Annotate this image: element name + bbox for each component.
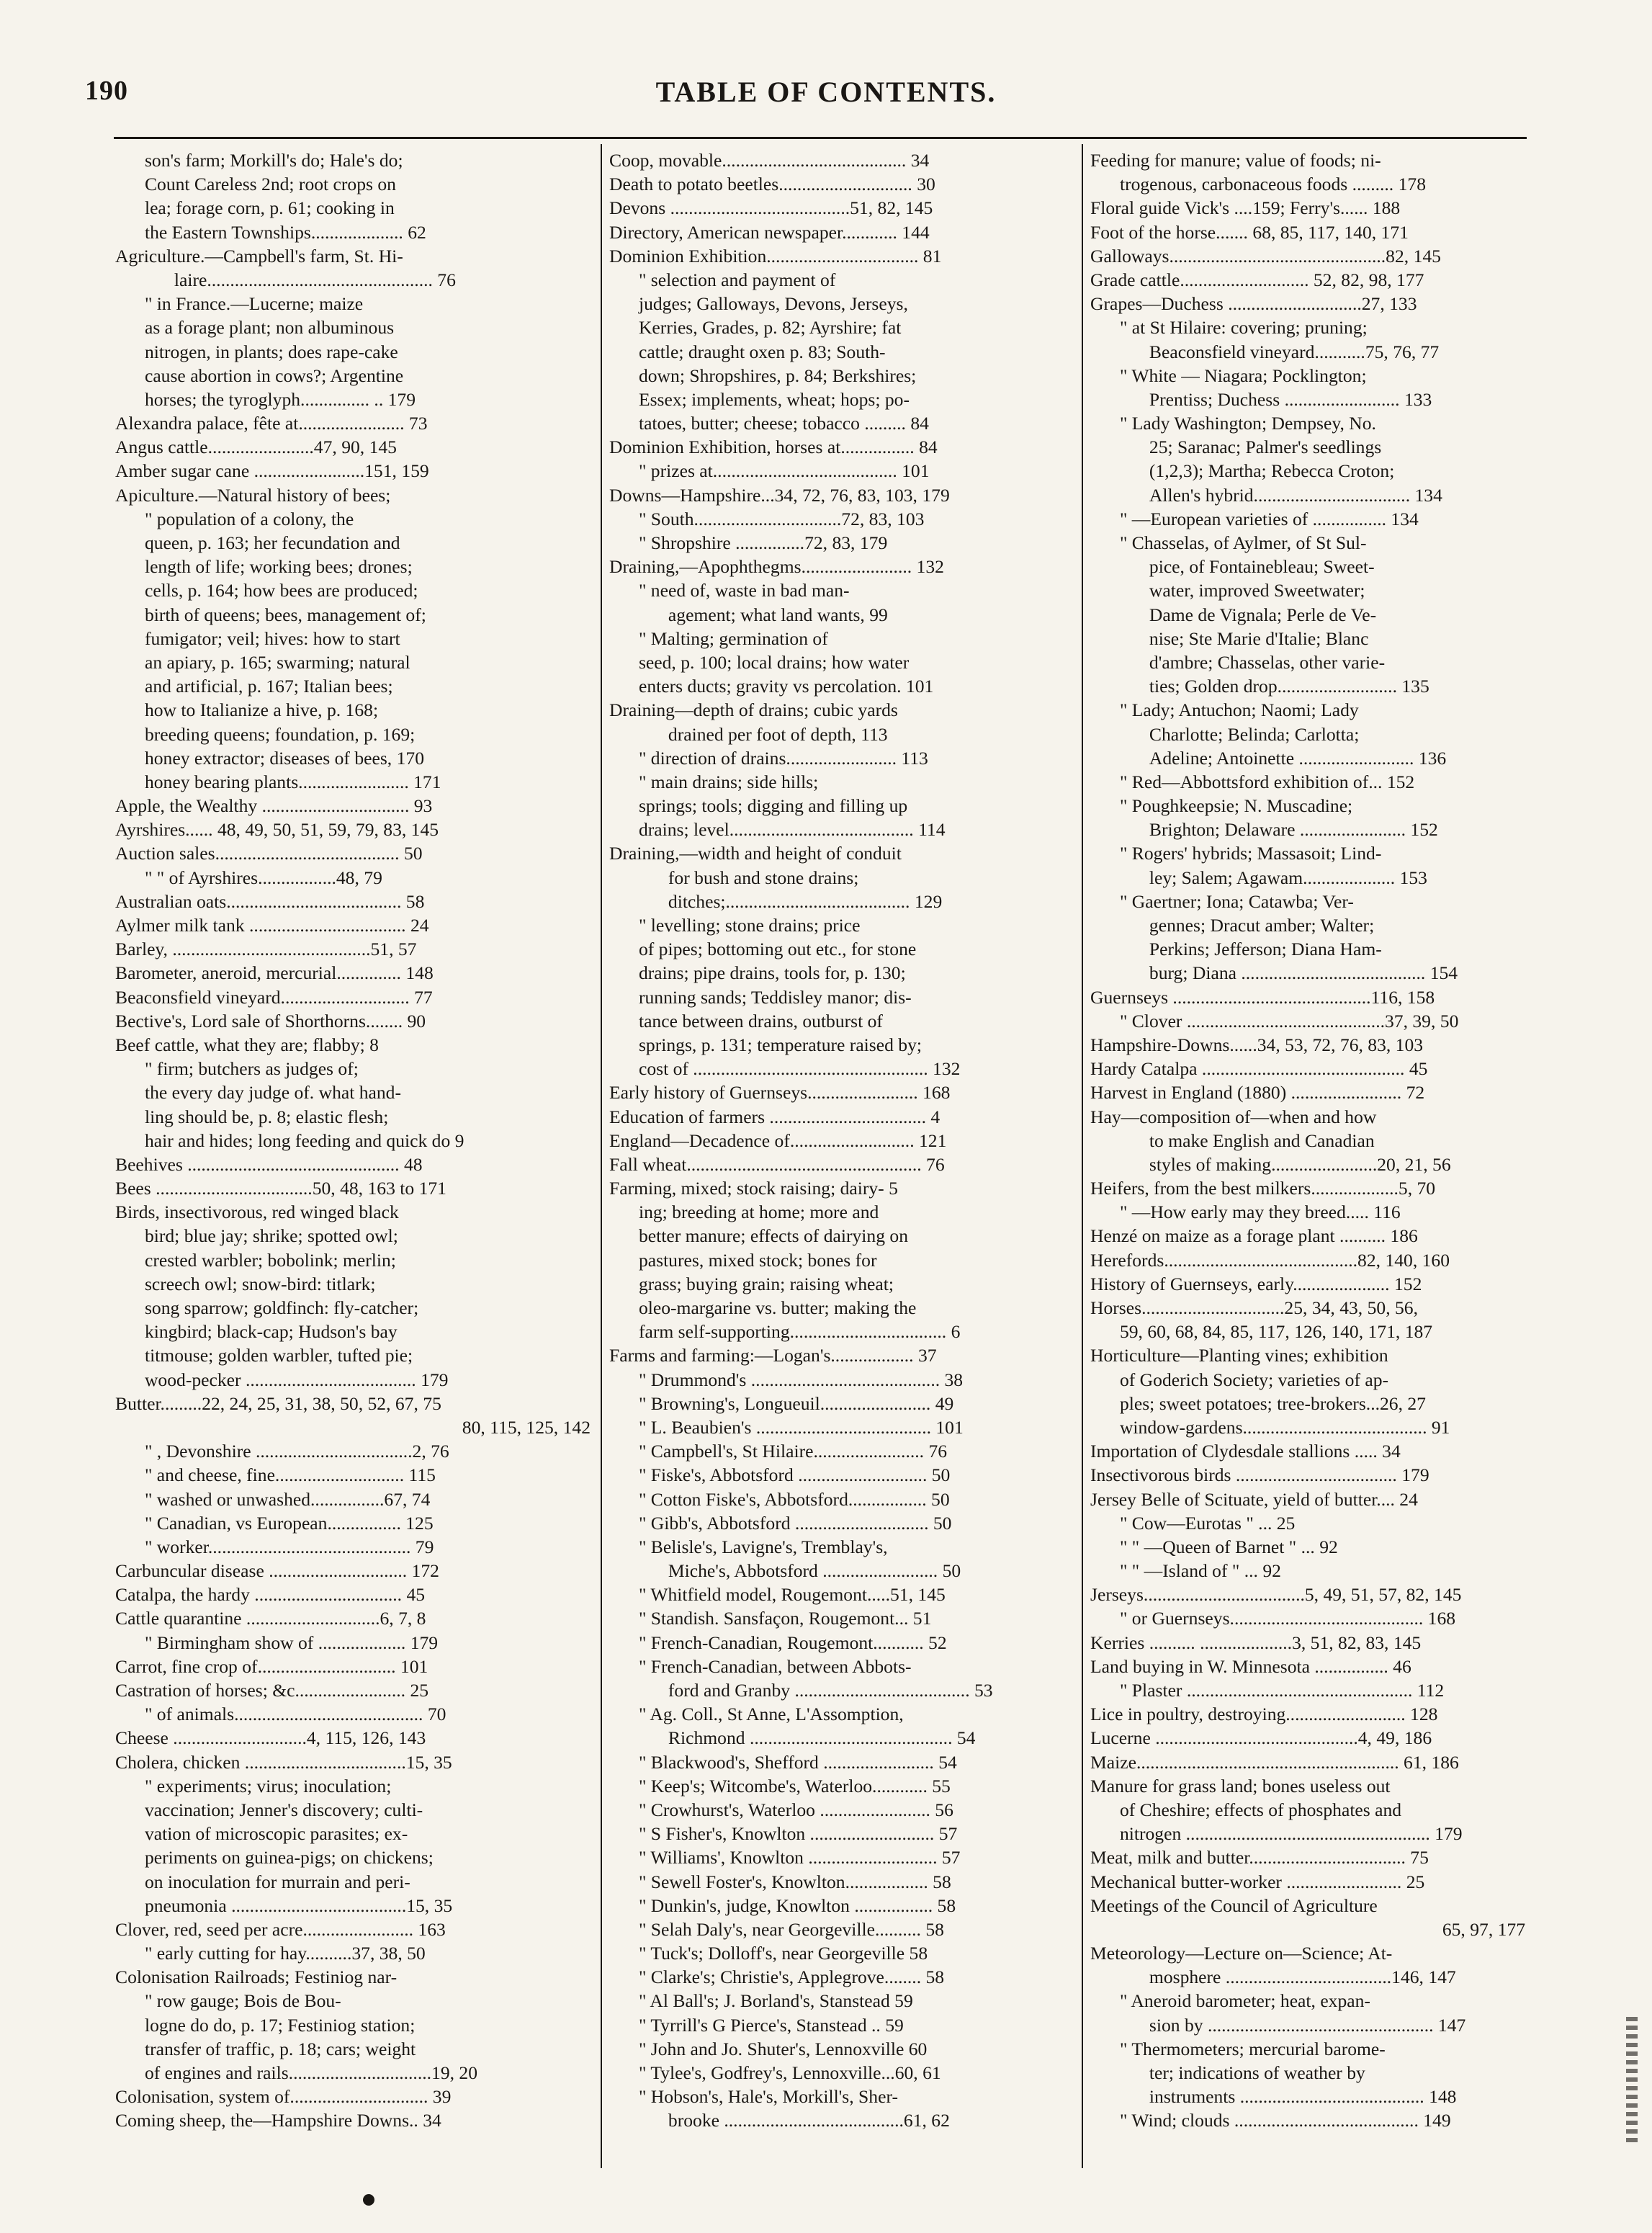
index-entry-line: " population of a colony, the [144, 508, 354, 529]
index-entry-line: " John and Jo. Shuter's, Lennoxville 60 [638, 2038, 928, 2059]
index-entry-line: Galloways...............................................82, 145 [1090, 245, 1441, 267]
index-entry-line: hair and hides; long feeding and quick do 9 [144, 1129, 464, 1151]
index-entry-line: Apiculture.—Natural history of bees; [115, 484, 391, 506]
index-entry-line: Jersey Belle of Scituate, yield of butter.... 24 [1090, 1488, 1418, 1510]
index-entry-line: " worker............................................ 79 [144, 1536, 434, 1557]
index-entry-line: ing; breeding at home; more and [638, 1201, 879, 1223]
index-entry-line: for bush and stone drains; [668, 867, 859, 888]
index-entry-line: pneumonia ......................................15, 35 [144, 1894, 453, 1916]
index-entry-line: Farms and farming:—Logan's.................. 37 [609, 1345, 937, 1366]
index-entry-line: " Campbell's, St Hilaire........................ 76 [638, 1441, 948, 1462]
index-entry-line: horses; the tyroglyph............... .. 179 [144, 388, 416, 410]
index-entry-line: nise; Ste Marie d'Italie; Blanc [1149, 627, 1369, 649]
index-entry-line: Australian oats...................................... 58 [115, 890, 425, 912]
index-entry-line: " Birmingham show of ................... 179 [144, 1632, 439, 1653]
index-entry-line: Bective's, Lord sale of Shorthorns........ 90 [115, 1010, 426, 1032]
ink-dot [363, 2194, 374, 2206]
index-entry-line: agement; what land wants, 99 [668, 604, 888, 625]
index-entry-line: of pipes; bottoming out etc., for stone [638, 939, 917, 960]
column-divider [1082, 144, 1083, 2168]
index-entry-line: Meteorology—Lecture on—Science; At- [1090, 1943, 1393, 1964]
index-entry-line: crested warbler; bobolink; merlin; [144, 1249, 396, 1271]
index-entry-line: Herefords..........................................82, 140, 160 [1090, 1249, 1450, 1271]
index-entry-line: " and cheese, fine............................ 115 [144, 1464, 436, 1486]
index-entry-line: " " —Queen of Barnet " ... 92 [1119, 1536, 1338, 1557]
index-entry-line: Kerries, Grades, p. 82; Ayrshire; fat [638, 317, 902, 339]
index-entry-line: Count Careless 2nd; root crops on [144, 174, 396, 195]
index-entry-line: ford and Granby ...................................... 53 [668, 1680, 993, 1701]
index-entry-line: " Blackwood's, Shefford ........................ 54 [638, 1751, 957, 1773]
index-entry-line: Cholera, chicken ...................................15, 35 [115, 1751, 452, 1773]
index-entry-line: Guernseys ...........................................116, 158 [1090, 986, 1435, 1008]
index-entry-line: " experiments; virus; inoculation; [144, 1775, 392, 1796]
index-entry-line: Colonisation Railroads; Festiniog nar- [115, 1966, 398, 1988]
index-entry-line: " Fiske's, Abbotsford ............................ 50 [638, 1464, 951, 1486]
index-entry-line: Grapes—Duchess .............................27, 133 [1090, 293, 1417, 315]
index-entry-line: Coop, movable........................................ 34 [609, 150, 930, 171]
index-entry-line: " firm; butchers as judges of; [144, 1058, 359, 1080]
index-entry-line: Education of farmers .................................. 4 [609, 1106, 941, 1127]
index-entry-line: Fall wheat................................................... 76 [609, 1153, 945, 1175]
index-entry-line: of Goderich Society; varieties of ap- [1119, 1369, 1389, 1390]
index-entry-line: d'ambre; Chasselas, other varie- [1149, 651, 1386, 673]
index-entry-line: England—Decadence of........................... 121 [609, 1129, 947, 1151]
index-entry-line: Barometer, aneroid, mercurial.............. 148 [115, 962, 434, 984]
index-entry-line: Carbuncular disease .............................. 172 [115, 1560, 439, 1582]
index-entry-line: Jerseys...................................5, 49, 51, 57, 82, 145 [1090, 1584, 1462, 1606]
index-entry-line: Farming, mixed; stock raising; dairy- 5 [609, 1178, 898, 1199]
index-entry-line: ditches;........................................ 129 [668, 890, 943, 912]
page-title: TABLE OF CONTENTS. [655, 76, 997, 108]
index-entry-line: Ayrshires...... 48, 49, 50, 51, 59, 79, 83, 145 [115, 819, 439, 841]
index-entry-line: " Aneroid barometer; heat, expan- [1119, 1990, 1370, 2012]
index-entry-line: how to Italianize a hive, p. 168; [144, 699, 379, 721]
index-entry-line: springs, p. 131; temperature raised by; [638, 1034, 922, 1055]
index-entry-line: styles of making.......................20, 21, 56 [1149, 1153, 1451, 1175]
index-entry-line: nitrogen, in plants; does rape-cake [144, 341, 398, 362]
index-entry-line: Miche's, Abbotsford ......................... 50 [668, 1560, 961, 1582]
index-entry-line: " White — Niagara; Pocklington; [1119, 364, 1367, 386]
index-entry-line: Allen's hybrid.................................. 134 [1149, 484, 1442, 506]
index-entry-line: Hampshire-Downs......34, 53, 72, 76, 83, 103 [1090, 1034, 1424, 1055]
index-entry-line: Directory, American newspaper............ 144 [609, 221, 930, 243]
index-entry-line: water, improved Sweetwater; [1149, 580, 1365, 601]
index-entry-line: better manure; effects of dairying on [638, 1225, 908, 1247]
index-entry-line: Draining,—Apophthegms........................ 132 [609, 556, 944, 578]
index-entry-line: Colonisation, system of.............................. 39 [115, 2086, 452, 2108]
index-entry-line: bird; blue jay; shrike; spotted owl; [144, 1225, 398, 1247]
index-entry-line: " Chasselas, of Aylmer, of St Sul- [1119, 532, 1367, 553]
index-entry-line: " Shropshire ...............72, 83, 179 [638, 532, 888, 553]
index-entry-line: Foot of the horse....... 68, 85, 117, 140, 171 [1090, 221, 1409, 243]
index-entry-line: " —European varieties of ................ 134 [1119, 508, 1419, 529]
header-rule [114, 137, 1527, 139]
index-entry-line: Dominion Exhibition................................. 81 [609, 245, 942, 267]
index-entry-line: ties; Golden drop.......................... 135 [1149, 676, 1429, 697]
index-entry-line: Horses...............................25, 34, 43, 50, 56, [1090, 1297, 1418, 1318]
index-entry-line: lea; forage corn, p. 61; cooking in [144, 197, 395, 219]
page-number: 190 [85, 76, 128, 106]
index-entry-line: " Cotton Fiske's, Abbotsford................. 50 [638, 1488, 950, 1510]
index-entry-line: " Al Ball's; J. Borland's, Stanstead 59 [638, 1990, 913, 2012]
index-entry-line: " Browning's, Longueuil........................ 49 [638, 1392, 954, 1414]
index-entry-line: Cattle quarantine .............................6, 7, 8 [115, 1608, 426, 1629]
index-entry-line: Meat, milk and butter.................................. 75 [1090, 1847, 1429, 1869]
index-entry-line: drains; pipe drains, tools for, p. 130; [638, 962, 906, 984]
index-entry-line: on inoculation for murrain and peri- [144, 1871, 410, 1892]
index-entry-line: mosphere ....................................146, 147 [1149, 1966, 1456, 1988]
index-entry-line: Charlotte; Belinda; Carlotta; [1149, 723, 1360, 745]
index-entry-line: wood-pecker ..................................... 179 [144, 1369, 449, 1390]
index-entry-line: Bees ..................................50, 48, 163 to 171 [115, 1178, 446, 1199]
index-entry-line: " Thermometers; mercurial barome- [1119, 2038, 1386, 2059]
index-entry-line: " or Guernseys.......................................... 168 [1119, 1608, 1456, 1629]
index-entry-line: tance between drains, outburst of [638, 1010, 883, 1032]
index-entry-line: Perkins; Jefferson; Diana Ham- [1149, 939, 1382, 960]
index-entry-line: Richmond ............................................ 54 [668, 1727, 976, 1749]
index-column-2 [609, 148, 1072, 2165]
index-entry-line: " Keep's; Witcombe's, Waterloo............ 55 [638, 1775, 951, 1796]
index-entry-line: " need of, waste in bad man- [638, 580, 850, 601]
index-entry-line: laire................................................. 76 [174, 269, 456, 290]
index-entry-line: " Sewell Foster's, Knowlton.................. 58 [638, 1871, 951, 1892]
index-entry-line: Feeding for manure; value of foods; ni- [1090, 150, 1381, 171]
index-entry-line: Floral guide Vick's ....159; Ferry's...... 188 [1090, 197, 1401, 219]
index-entry-line: Castration of horses; &c........................ 25 [115, 1680, 429, 1701]
index-entry-line: Beehives .............................................. 48 [115, 1153, 423, 1175]
index-entry-line: burg; Diana ........................................ 154 [1149, 962, 1458, 984]
index-entry-line: birth of queens; bees, management of; [144, 604, 426, 625]
index-entry-line: Early history of Guernseys........................ 168 [609, 1082, 951, 1104]
index-entry-line: " Williams', Knowlton ............................ 57 [638, 1847, 961, 1869]
index-entry-line: Kerries .......... ....................3, 51, 82, 83, 145 [1090, 1632, 1422, 1653]
index-entry-line: " Ag. Coll., St Anne, L'Assomption, [638, 1704, 904, 1725]
index-entry-line: " Drummond's ......................................... 38 [638, 1369, 964, 1390]
index-entry-line: " direction of drains........................ 113 [638, 747, 928, 769]
index-entry-line: vaccination; Jenner's discovery; culti- [144, 1799, 423, 1820]
index-entry-line: of engines and rails...............................19, 20 [144, 2062, 478, 2083]
index-entry-line: Clover, red, seed per acre........................ 163 [115, 1918, 446, 1940]
index-entry-line: to make English and Canadian [1149, 1129, 1375, 1151]
index-entry-line: the Eastern Townships.................... 62 [144, 221, 426, 243]
index-entry-line: cells, p. 164; how bees are produced; [144, 580, 418, 601]
index-entry-line: breeding queens; foundation, p. 169; [144, 723, 416, 745]
index-entry-line: cause abortion in cows?; Argentine [144, 364, 404, 386]
index-entry-line: Angus cattle.......................47, 90, 145 [115, 437, 397, 458]
index-entry-line: farm self-supporting.................................. 6 [638, 1321, 961, 1343]
column-divider [601, 144, 602, 2168]
index-entry-line: drained per foot of depth, 113 [668, 723, 888, 745]
index-entry-line: " of animals......................................... 70 [144, 1704, 446, 1725]
index-entry-line: pice, of Fontainebleau; Sweet- [1149, 556, 1375, 578]
index-entry-line: an apiary, p. 165; swarming; natural [144, 651, 410, 673]
index-entry-line: " washed or unwashed................67, 74 [144, 1488, 431, 1510]
index-entry-line: Auction sales........................................ 50 [115, 843, 423, 864]
index-entry-line: " Hobson's, Hale's, Morkill's, Sher- [638, 2086, 898, 2108]
index-entry-line: ling should be, p. 8; elastic flesh; [144, 1106, 389, 1127]
index-entry-line: Manure for grass land; bones useless out [1090, 1775, 1391, 1796]
index-entry-line: running sands; Teddisley manor; dis- [638, 986, 912, 1008]
index-entry-line: screech owl; snow-bird: titlark; [144, 1273, 376, 1294]
index-entry-line: pastures, mixed stock; bones for [638, 1249, 877, 1271]
index-entry-line: " " —Island of " ... 92 [1119, 1560, 1281, 1582]
index-entry-line: " Whitfield model, Rougemont.....51, 145 [638, 1584, 946, 1606]
index-entry-line: " Selah Daly's, near Georgeville.......... 58 [638, 1918, 944, 1940]
index-column-1 [115, 148, 591, 2165]
index-entry-line: Prentiss; Duchess ......................... 133 [1149, 388, 1432, 410]
index-entry-line: queen, p. 163; her fecundation and [144, 532, 400, 553]
index-entry-line: titmouse; golden warbler, tufted pie; [144, 1345, 413, 1366]
index-entry-line: son's farm; Morkill's do; Hale's do; [144, 150, 403, 171]
index-entry-line: " Standish. Sansfaçon, Rougemont... 51 [638, 1608, 932, 1629]
index-entry-line: (1,2,3); Martha; Rebecca Croton; [1149, 460, 1395, 482]
index-entry-line: and artificial, p. 167; Italian bees; [144, 676, 393, 697]
index-entry-line: Catalpa, the hardy ................................ 45 [115, 1584, 426, 1606]
index-entry-line: Alexandra palace, fête at....................... 73 [115, 413, 428, 434]
index-entry-line: Dame de Vignala; Perle de Ve- [1149, 604, 1377, 625]
index-entry-line: kingbird; black-cap; Hudson's bay [144, 1321, 398, 1343]
index-entry-line: " early cutting for hay..........37, 38, 50 [144, 1943, 426, 1964]
index-entry-line: " Gaertner; Iona; Catawba; Ver- [1119, 890, 1354, 912]
index-entry-line: 80, 115, 125, 142 [462, 1416, 591, 1438]
index-entry-line: Brighton; Delaware ....................... 152 [1149, 819, 1438, 841]
index-entry-line: " , Devonshire ..................................2, 76 [144, 1441, 449, 1462]
index-entry-line: drains; level........................................ 114 [638, 819, 946, 841]
index-entry-line: window-gardens........................................ 91 [1119, 1416, 1450, 1438]
index-entry-line: " Lady; Antuchon; Naomi; Lady [1119, 699, 1359, 721]
index-entry-line: Horticulture—Planting vines; exhibition [1090, 1345, 1388, 1366]
index-entry-line: honey extractor; diseases of bees, 170 [144, 747, 424, 769]
index-entry-line: the every day judge of. what hand- [144, 1082, 402, 1104]
index-entry-line: Beef cattle, what they are; flabby; 8 [115, 1034, 379, 1055]
index-entry-line: " Gibb's, Abbotsford ............................. 50 [638, 1512, 952, 1534]
index-entry-line: " South................................72, 83, 103 [638, 508, 925, 529]
index-entry-line: nitrogen ..................................................... 179 [1119, 1823, 1463, 1845]
index-entry-line: fumigator; veil; hives: how to start [144, 627, 400, 649]
index-entry-line: cost of ................................................... 132 [638, 1058, 961, 1080]
index-entry-line: Death to potato beetles............................. 30 [609, 174, 935, 195]
index-column-3 [1090, 148, 1525, 2165]
index-entry-line: " Dunkin's, judge, Knowlton ................. 58 [638, 1894, 956, 1916]
index-entry-line: sion by ................................................. 147 [1149, 2014, 1466, 2036]
index-entry-line: down; Shropshires, p. 84; Berkshires; [638, 364, 917, 386]
index-entry-line: Devons .......................................51, 82, 145 [609, 197, 933, 219]
index-entry-line: Carrot, fine crop of.............................. 101 [115, 1655, 428, 1677]
index-entry-line: " Malting; germination of [638, 627, 828, 649]
index-entry-line: 59, 60, 68, 84, 85, 117, 126, 140, 171, 187 [1119, 1321, 1433, 1343]
index-entry-line: " Plaster ................................................. 112 [1119, 1680, 1445, 1701]
index-entry-line: honey bearing plants........................ 171 [144, 771, 441, 792]
index-entry-line: " prizes at........................................ 101 [638, 460, 930, 482]
index-entry-line: Importation of Clydesdale stallions ..... 34 [1090, 1441, 1401, 1462]
index-entry-line: " in France.—Lucerne; maize [144, 293, 364, 315]
index-entry-line: ley; Salem; Agawam.................... 153 [1149, 867, 1427, 888]
index-entry-line: instruments ........................................ 148 [1149, 2086, 1457, 2108]
index-entry-line: ples; sweet potatoes; tree-brokers...26, 27 [1119, 1392, 1426, 1414]
index-entry-line: Henzé on maize as a forage plant .......... 186 [1090, 1225, 1418, 1247]
index-entry-line: " at St Hilaire: covering; pruning; [1119, 317, 1368, 339]
index-entry-line: transfer of traffic, p. 18; cars; weight [144, 2038, 416, 2059]
index-entry-line: enters ducts; gravity vs percolation. 101 [638, 676, 934, 697]
index-entry-line: " Lady Washington; Dempsey, No. [1119, 413, 1376, 434]
index-entry-line: oleo-margarine vs. butter; making the [638, 1297, 917, 1318]
index-entry-line: Cheese .............................4, 115, 126, 143 [115, 1727, 426, 1749]
index-entry-line: springs; tools; digging and filling up [638, 795, 908, 817]
index-entry-line: Heifers, from the best milkers...................5, 70 [1090, 1178, 1436, 1199]
index-entry-line: Aylmer milk tank .................................. 24 [115, 915, 429, 936]
index-entry-line: trogenous, carbonaceous foods ......... 178 [1119, 174, 1426, 195]
index-entry-line: logne do do, p. 17; Festiniog station; [144, 2014, 416, 2036]
index-entry-line: Lucerne ............................................4, 49, 186 [1090, 1727, 1432, 1749]
index-entry-line: brooke .......................................61, 62 [668, 2110, 950, 2131]
index-entry-line: Essex; implements, wheat; hops; po- [638, 388, 910, 410]
index-entry-line: " Red—Abbottsford exhibition of... 152 [1119, 771, 1415, 792]
index-entry-line: 25; Saranac; Palmer's seedlings [1149, 437, 1382, 458]
index-entry-line: Land buying in W. Minnesota ................ 46 [1090, 1655, 1411, 1677]
index-entry-line: " French-Canadian, Rougemont........... 52 [638, 1632, 947, 1653]
index-entry-line: gennes; Dracut amber; Walter; [1149, 915, 1375, 936]
index-entry-line: " Tyrrill's G Pierce's, Stanstead .. 59 [638, 2014, 904, 2036]
index-entry-line: " —How early may they breed..... 116 [1119, 1201, 1401, 1223]
index-entry-line: " Belisle's, Lavigne's, Tremblay's, [638, 1536, 888, 1557]
index-entry-line: length of life; working bees; drones; [144, 556, 413, 578]
index-entry-line: " Clarke's; Christie's, Applegrove........ 58 [638, 1966, 945, 1988]
index-entry-line: periments on guinea-pigs; on chickens; [144, 1847, 434, 1869]
index-entry-line: Apple, the Wealthy ................................ 93 [115, 795, 433, 817]
index-entry-line: Agriculture.—Campbell's farm, St. Hi- [115, 245, 403, 267]
index-entry-line: tatoes, butter; cheese; tobacco ......... 84 [638, 413, 929, 434]
index-entry-line: Grade cattle............................ 52, 82, 98, 177 [1090, 269, 1424, 290]
index-entry-line: Dominion Exhibition, horses at................ 84 [609, 437, 938, 458]
index-entry-line: " levelling; stone drains; price [638, 915, 861, 936]
index-entry-line: " main drains; side hills; [638, 771, 819, 792]
index-entry-line: History of Guernseys, early..................... 152 [1090, 1273, 1422, 1294]
index-entry-line: Hardy Catalpa ............................................ 45 [1090, 1058, 1428, 1080]
index-entry-line: " selection and payment of [638, 269, 836, 290]
index-entry-line: " L. Beaubien's ...................................... 101 [638, 1416, 964, 1438]
index-entry-line: Downs—Hampshire...34, 72, 76, 83, 103, 179 [609, 484, 950, 506]
index-entry-line: as a forage plant; non albuminous [144, 317, 395, 339]
index-entry-line: of Cheshire; effects of phosphates and [1119, 1799, 1402, 1820]
index-entry-line: Beaconsfield vineyard............................ 77 [115, 986, 433, 1008]
index-entry-line: " Clover ...........................................37, 39, 50 [1119, 1010, 1459, 1032]
index-entry-line: Birds, insectivorous, red winged black [115, 1201, 399, 1223]
index-entry-line: " Rogers' hybrids; Massasoit; Lind- [1119, 843, 1382, 864]
index-entry-line: Beaconsfield vineyard...........75, 76, 77 [1149, 341, 1440, 362]
index-entry-line: " Tuck's; Dolloff's, near Georgeville 58 [638, 1943, 928, 1964]
index-entry-line: Harvest in England (1880) ........................ 72 [1090, 1082, 1425, 1104]
index-entry-line: " Tylee's, Godfrey's, Lennoxville...60, 61 [638, 2062, 941, 2083]
index-entry-line: Adeline; Antoinette ......................... 136 [1149, 747, 1447, 769]
margin-mark [1626, 2017, 1638, 2147]
index-entry-line: " Poughkeepsie; N. Muscadine; [1119, 795, 1353, 817]
index-entry-line: Mechanical butter-worker ......................... 25 [1090, 1871, 1425, 1892]
index-entry-line: " " of Ayrshires.................48, 79 [144, 867, 382, 888]
index-entry-line: Lice in poultry, destroying.......................... 128 [1090, 1704, 1438, 1725]
index-entry-line: " Crowhurst's, Waterloo ........................ 56 [638, 1799, 953, 1820]
index-entry-line: " S Fisher's, Knowlton ........................... 57 [638, 1823, 958, 1845]
index-entry-line: Insectivorous birds ................................... 179 [1090, 1464, 1429, 1486]
index-entry-line: Amber sugar cane ........................151, 159 [115, 460, 429, 482]
index-entry-line: " row gauge; Bois de Bou- [144, 1990, 341, 2012]
index-entry-line: Barley, ...........................................51, 57 [115, 939, 417, 960]
index-entry-line: vation of microscopic parasites; ex- [144, 1823, 408, 1845]
index-entry-line: Maize......................................................... 61, 186 [1090, 1751, 1459, 1773]
index-entry-line: grass; buying grain; raising wheat; [638, 1273, 894, 1294]
index-entry-line: " Canadian, vs European................ 125 [144, 1512, 434, 1534]
index-entry-line: " Wind; clouds ........................................ 149 [1119, 2110, 1451, 2131]
index-entry-line: ter; indications of weather by [1149, 2062, 1365, 2083]
index-entry-line: cattle; draught oxen p. 83; South- [638, 341, 886, 362]
index-entry-line: Meetings of the Council of Agriculture [1090, 1894, 1378, 1916]
index-entry-line: Coming sheep, the—Hampshire Downs.. 34 [115, 2110, 441, 2131]
index-entry-line: Butter.........22, 24, 25, 31, 38, 50, 52, 67, 75 [115, 1392, 441, 1414]
index-entry-line: seed, p. 100; local drains; how water [638, 651, 910, 673]
index-entry-line: Hay—composition of—when and how [1090, 1106, 1377, 1127]
index-entry-line: song sparrow; goldfinch: fly-catcher; [144, 1297, 419, 1318]
index-entry-line: Draining,—width and height of conduit [609, 843, 902, 864]
index-entry-line: Draining—depth of drains; cubic yards [609, 699, 898, 721]
index-entry-line: 65, 97, 177 [1442, 1918, 1525, 1940]
index-entry-line: judges; Galloways, Devons, Jerseys, [638, 293, 908, 315]
index-entry-line: " French-Canadian, between Abbots- [638, 1655, 912, 1677]
index-entry-line: " Cow—Eurotas " ... 25 [1119, 1512, 1296, 1534]
